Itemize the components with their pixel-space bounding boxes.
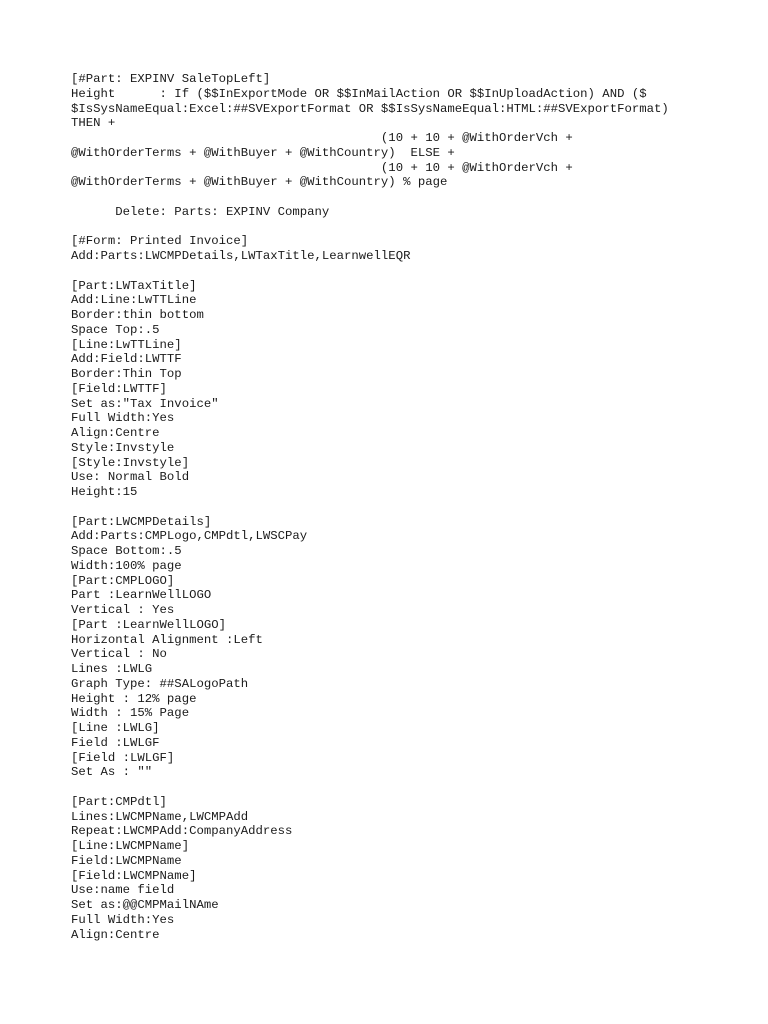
code-line: Repeat:LWCMPAdd:CompanyAddress	[71, 824, 293, 839]
code-line: Use: Normal Bold	[71, 470, 190, 485]
code-line: Field :LWLGF	[71, 735, 160, 750]
code-line: [Part:LWCMPDetails]	[71, 514, 212, 529]
code-line: Set as:"Tax Invoice"	[71, 396, 219, 411]
code-line: [Line:LwTTLine]	[71, 337, 182, 352]
code-line: [Style:Invstyle]	[71, 455, 190, 470]
blank-line	[71, 780, 731, 795]
code-line: Vertical : No	[71, 647, 167, 662]
code-line: Full Width:Yes	[71, 411, 175, 426]
code-line: Part :LearnWellLOGO	[71, 588, 212, 603]
code-line: Graph Type: ##SALogoPath	[71, 676, 249, 691]
code-line: @WithOrderTerms + @WithBuyer + @WithCountry) ELSE +	[71, 145, 455, 160]
code-line: Add:Line:LwTTLine	[71, 293, 197, 308]
code-line: Style:Invstyle	[71, 440, 175, 455]
code-line: Border:thin bottom	[71, 308, 204, 322]
code-line: Border:Thin Top	[71, 367, 182, 381]
code-line: [#Form: Printed Invoice]	[71, 234, 249, 249]
code-line: [Field :LWLGF]	[71, 750, 175, 765]
code-line: [Part:CMPdtl]	[71, 794, 167, 809]
code-line: [Line:LWCMPName]	[71, 839, 190, 853]
code-line: Align:Centre	[71, 927, 160, 942]
code-line: Width:100% page	[71, 558, 182, 573]
code-line: [Part :LearnWellLOGO]	[71, 617, 226, 632]
code-line: THEN +	[71, 116, 116, 131]
code-line: Width : 15% Page	[71, 706, 190, 721]
code-line: Height : If ($$InExportMode OR $$InMailAction OR $$InUploadAction) AND ($	[71, 86, 647, 101]
code-line: Space Top:.5	[71, 322, 160, 337]
code-line: Lines:LWCMPName,LWCMPAdd	[71, 809, 249, 824]
code-line: Set As : ""	[71, 765, 153, 780]
code-line: $IsSysNameEqual:Excel:##SVExportFormat OR $$IsSysNameEqual:HTML:##SVExportFormat)	[71, 101, 669, 116]
code-line: [Field:LWCMPName]	[71, 868, 197, 883]
blank-line	[71, 190, 731, 205]
code-line: (10 + 10 + @WithOrderVch +	[71, 131, 573, 145]
code-line: [#Part: EXPINV SaleTopLeft]	[71, 72, 271, 86]
code-line: [Part:LWTaxTitle]	[71, 278, 197, 293]
blank-line	[71, 220, 731, 235]
blank-line	[71, 500, 731, 515]
code-line: Lines :LWLG	[71, 662, 153, 676]
code-line: Horizontal Alignment :Left	[71, 632, 263, 647]
code-line: Set as:@@CMPMailNAme	[71, 898, 219, 912]
code-line: @WithOrderTerms + @WithBuyer + @WithCountry) % page	[71, 175, 448, 190]
code-line: Align:Centre	[71, 426, 160, 440]
code-line: [Line :LWLG]	[71, 721, 160, 735]
code-line: Vertical : Yes	[71, 603, 175, 617]
code-line: Height:15	[71, 485, 138, 499]
code-line: (10 + 10 + @WithOrderVch +	[71, 160, 573, 175]
code-line: [Part:CMPLOGO]	[71, 573, 175, 588]
code-line: Add:Parts:CMPLogo,CMPdtl,LWSCPay	[71, 529, 308, 544]
code-line: Space Bottom:.5	[71, 544, 182, 558]
code-line: Use:name field	[71, 883, 175, 898]
code-line: Height : 12% page	[71, 691, 197, 706]
code-line: Add:Parts:LWCMPDetails,LWTaxTitle,LearnwellEQR	[71, 249, 411, 263]
blank-line	[71, 264, 731, 279]
code-line: Field:LWCMPName	[71, 853, 182, 868]
code-line: Add:Field:LWTTF	[71, 352, 182, 367]
code-line: [Field:LWTTF]	[71, 381, 167, 396]
code-listing	[71, 72, 731, 942]
code-line: Full Width:Yes	[71, 912, 175, 927]
code-line: Delete: Parts: EXPINV Company	[71, 204, 330, 219]
